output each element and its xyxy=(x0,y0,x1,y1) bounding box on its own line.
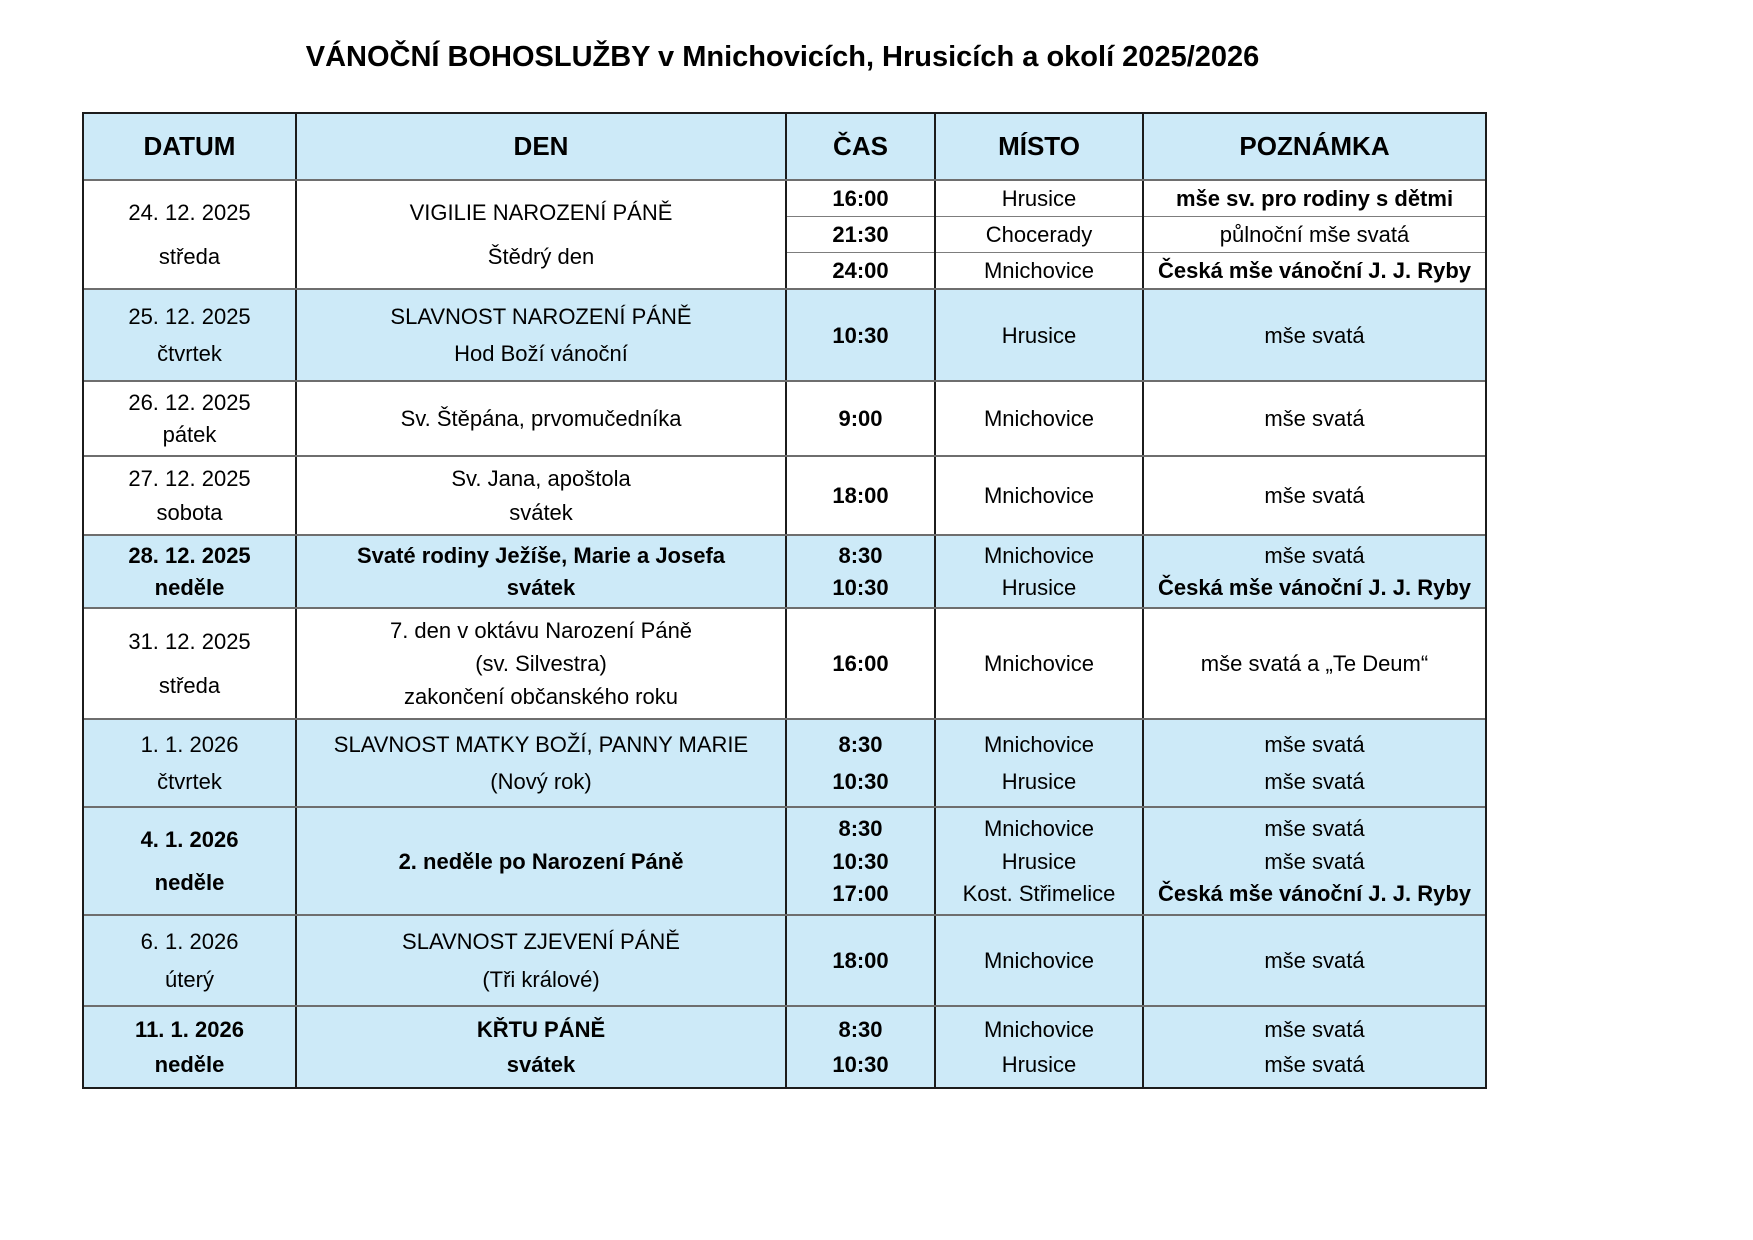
place-value: Hrusice xyxy=(1001,768,1077,794)
weekday-line: neděle xyxy=(154,870,225,895)
time-cell xyxy=(785,457,934,534)
time-value: 10:30 xyxy=(832,848,889,874)
feast-line: Svaté rodiny Ježíše, Marie a Josefa xyxy=(356,543,726,569)
note-cell xyxy=(1142,382,1485,455)
note-value: půlnoční mše svatá xyxy=(1144,217,1485,253)
note-value: Česká mše vánoční J. J. Ryby xyxy=(1157,574,1472,600)
note-value: mše svatá xyxy=(1264,1017,1365,1043)
feast-line: svátek xyxy=(509,499,573,525)
table-header-row xyxy=(84,114,1485,179)
date-cell xyxy=(84,181,295,288)
note-value: Česká mše vánoční J. J. Ryby xyxy=(1157,880,1472,906)
feast-line: KŘTU PÁNĚ xyxy=(476,1017,606,1043)
feast-cell xyxy=(295,290,785,380)
place-value: Hrusice xyxy=(1001,322,1077,348)
time-cell xyxy=(785,609,934,718)
time-cell xyxy=(785,808,934,914)
feast-line: VIGILIE NAROZENÍ PÁNĚ xyxy=(409,200,673,226)
note-value: mše svatá a „Te Deum“ xyxy=(1200,651,1429,676)
date-cell xyxy=(84,290,295,380)
weekday-line: úterý xyxy=(165,966,214,992)
feast-line: (Nový rok) xyxy=(490,768,592,794)
time-value: 8:30 xyxy=(838,732,883,758)
feast-cell xyxy=(295,181,785,288)
time-value: 10:30 xyxy=(832,574,889,600)
feast-line: Sv. Jana, apoštola xyxy=(451,466,631,492)
place-cell xyxy=(934,609,1142,718)
feast-line: (Tři králové) xyxy=(482,966,600,992)
note-cell xyxy=(1142,457,1485,534)
note-value: mše svatá xyxy=(1264,406,1365,431)
place-value: Mnichovice xyxy=(983,1017,1095,1043)
time-value: 10:30 xyxy=(832,1051,889,1077)
date-line: 27. 12. 2025 xyxy=(128,466,251,492)
feast-cell xyxy=(295,457,785,534)
header-cell-den: DEN xyxy=(295,114,785,179)
schedule-table xyxy=(82,112,1487,1089)
table-row xyxy=(84,607,1485,718)
weekday-line: sobota xyxy=(156,499,223,525)
date-line: 11. 1. 2026 xyxy=(135,1017,244,1043)
time-value: 18:00 xyxy=(832,483,889,508)
table-row xyxy=(84,534,1485,607)
date-cell xyxy=(84,808,295,914)
time-cell xyxy=(785,916,934,1005)
feast-line: SLAVNOST ZJEVENÍ PÁNĚ xyxy=(402,929,680,955)
time-value: 17:00 xyxy=(832,880,889,906)
weekday-line: pátek xyxy=(162,422,217,447)
note-value: mše svatá xyxy=(1264,816,1365,842)
feast-cell xyxy=(295,916,785,1005)
place-cell xyxy=(934,536,1142,607)
note-cell xyxy=(1142,536,1485,607)
note-value: mše svatá xyxy=(1264,1051,1365,1077)
feast-cell xyxy=(295,609,785,718)
time-cell xyxy=(785,720,934,806)
feast-line: svátek xyxy=(506,1051,576,1077)
time-value: 10:30 xyxy=(832,768,889,794)
note-value: mše sv. pro rodiny s dětmi xyxy=(1144,181,1485,217)
date-cell xyxy=(84,916,295,1005)
feast-line: svátek xyxy=(506,574,576,600)
table-row xyxy=(84,455,1485,534)
feast-cell xyxy=(295,382,785,455)
weekday-line: středa xyxy=(158,243,221,269)
note-value: mše svatá xyxy=(1264,948,1365,973)
place-value: Mnichovice xyxy=(983,258,1095,283)
date-cell xyxy=(84,382,295,455)
table-row xyxy=(84,179,1485,288)
place-cell xyxy=(934,808,1142,914)
date-line: 28. 12. 2025 xyxy=(128,543,251,569)
place-value: Chocerady xyxy=(936,217,1142,253)
note-value: mše svatá xyxy=(1264,732,1365,758)
page-title: VÁNOČNÍ BOHOSLUŽBY v Mnichovicích, Hrusicích a okolí 2025/2026 xyxy=(305,41,1260,73)
time-value: 10:30 xyxy=(832,322,889,348)
time-cell xyxy=(785,290,934,380)
date-cell xyxy=(84,609,295,718)
place-value: Mnichovice xyxy=(983,948,1095,973)
header-cell-datum: DATUM xyxy=(143,131,236,161)
table-row xyxy=(84,914,1485,1005)
weekday-line: neděle xyxy=(154,1051,225,1077)
feast-cell xyxy=(295,720,785,806)
note-cell xyxy=(1142,181,1485,288)
time-cell xyxy=(785,181,934,288)
weekday-line: čtvrtek xyxy=(157,341,222,367)
note-value: mše svatá xyxy=(1264,483,1365,508)
time-cell xyxy=(785,536,934,607)
note-value: mše svatá xyxy=(1264,543,1365,569)
date-cell xyxy=(84,1007,295,1087)
date-line: 24. 12. 2025 xyxy=(128,200,251,226)
time-value: 24:00 xyxy=(832,258,889,283)
note-cell xyxy=(1142,1007,1485,1087)
place-value: Mnichovice xyxy=(983,732,1095,758)
table-row xyxy=(84,1005,1485,1087)
place-cell xyxy=(934,916,1142,1005)
feast-line: zakončení občanského roku xyxy=(404,684,678,709)
place-value: Mnichovice xyxy=(983,406,1095,431)
note-value: mše svatá xyxy=(1264,322,1365,348)
time-value: 8:30 xyxy=(838,543,883,569)
date-line: 31. 12. 2025 xyxy=(128,629,251,654)
place-value: Mnichovice xyxy=(983,651,1095,676)
date-cell xyxy=(84,457,295,534)
place-value: Hrusice xyxy=(1001,574,1077,600)
feast-line: SLAVNOST NAROZENÍ PÁNĚ xyxy=(390,303,692,329)
date-line: 26. 12. 2025 xyxy=(128,390,251,415)
note-cell xyxy=(1142,609,1485,718)
place-value: Mnichovice xyxy=(983,816,1095,842)
time-value: 16:00 xyxy=(787,181,934,217)
note-cell xyxy=(1142,916,1485,1005)
date-line: 6. 1. 2026 xyxy=(140,929,239,955)
place-value: Mnichovice xyxy=(983,483,1095,508)
feast-line: Sv. Štěpána, prvomučedníka xyxy=(400,406,682,431)
feast-line: SLAVNOST MATKY BOŽÍ, PANNY MARIE xyxy=(333,732,749,758)
table-row xyxy=(84,806,1485,914)
feast-cell xyxy=(295,536,785,607)
note-cell xyxy=(1142,720,1485,806)
table-row xyxy=(84,380,1485,455)
feast-cell xyxy=(295,808,785,914)
place-value: Hrusice xyxy=(1001,848,1077,874)
time-value: 8:30 xyxy=(838,816,883,842)
date-cell xyxy=(84,536,295,607)
feast-line: (sv. Silvestra) xyxy=(475,651,607,676)
time-value: 21:30 xyxy=(787,217,934,253)
place-cell xyxy=(934,1007,1142,1087)
note-value: Česká mše vánoční J. J. Ryby xyxy=(1157,258,1472,283)
time-cell xyxy=(785,382,934,455)
feast-line: 2. neděle po Narození Páně xyxy=(398,848,684,874)
date-line: 4. 1. 2026 xyxy=(140,827,239,852)
time-value: 8:30 xyxy=(838,1017,883,1043)
place-value: Hrusice xyxy=(1001,1051,1077,1077)
place-cell xyxy=(934,457,1142,534)
place-cell xyxy=(934,382,1142,455)
place-cell xyxy=(934,181,1142,288)
weekday-line: středa xyxy=(158,673,221,698)
place-cell xyxy=(934,290,1142,380)
note-cell xyxy=(1142,290,1485,380)
time-value: 9:00 xyxy=(838,406,883,431)
feast-line: Štědrý den xyxy=(487,243,595,269)
note-cell xyxy=(1142,808,1485,914)
place-value: Kost. Střimelice xyxy=(962,880,1116,906)
weekday-line: čtvrtek xyxy=(157,768,222,794)
date-line: 25. 12. 2025 xyxy=(128,303,251,329)
date-cell xyxy=(84,720,295,806)
header-cell-cas: ČAS xyxy=(785,114,934,179)
time-value: 16:00 xyxy=(832,651,889,676)
table-row xyxy=(84,718,1485,806)
note-value: mše svatá xyxy=(1264,768,1365,794)
table-row xyxy=(84,288,1485,380)
feast-cell xyxy=(295,1007,785,1087)
place-value: Hrusice xyxy=(936,181,1142,217)
date-line: 1. 1. 2026 xyxy=(140,732,239,758)
header-cell-misto: MÍSTO xyxy=(934,114,1142,179)
place-value: Mnichovice xyxy=(983,543,1095,569)
time-value: 18:00 xyxy=(832,948,889,973)
feast-line: 7. den v oktávu Narození Páně xyxy=(389,618,693,643)
note-value: mše svatá xyxy=(1264,848,1365,874)
feast-line: Hod Boží vánoční xyxy=(454,341,628,367)
place-cell xyxy=(934,720,1142,806)
time-cell xyxy=(785,1007,934,1087)
weekday-line: neděle xyxy=(154,574,225,600)
header-cell-poznamka: POZNÁMKA xyxy=(1142,114,1485,179)
